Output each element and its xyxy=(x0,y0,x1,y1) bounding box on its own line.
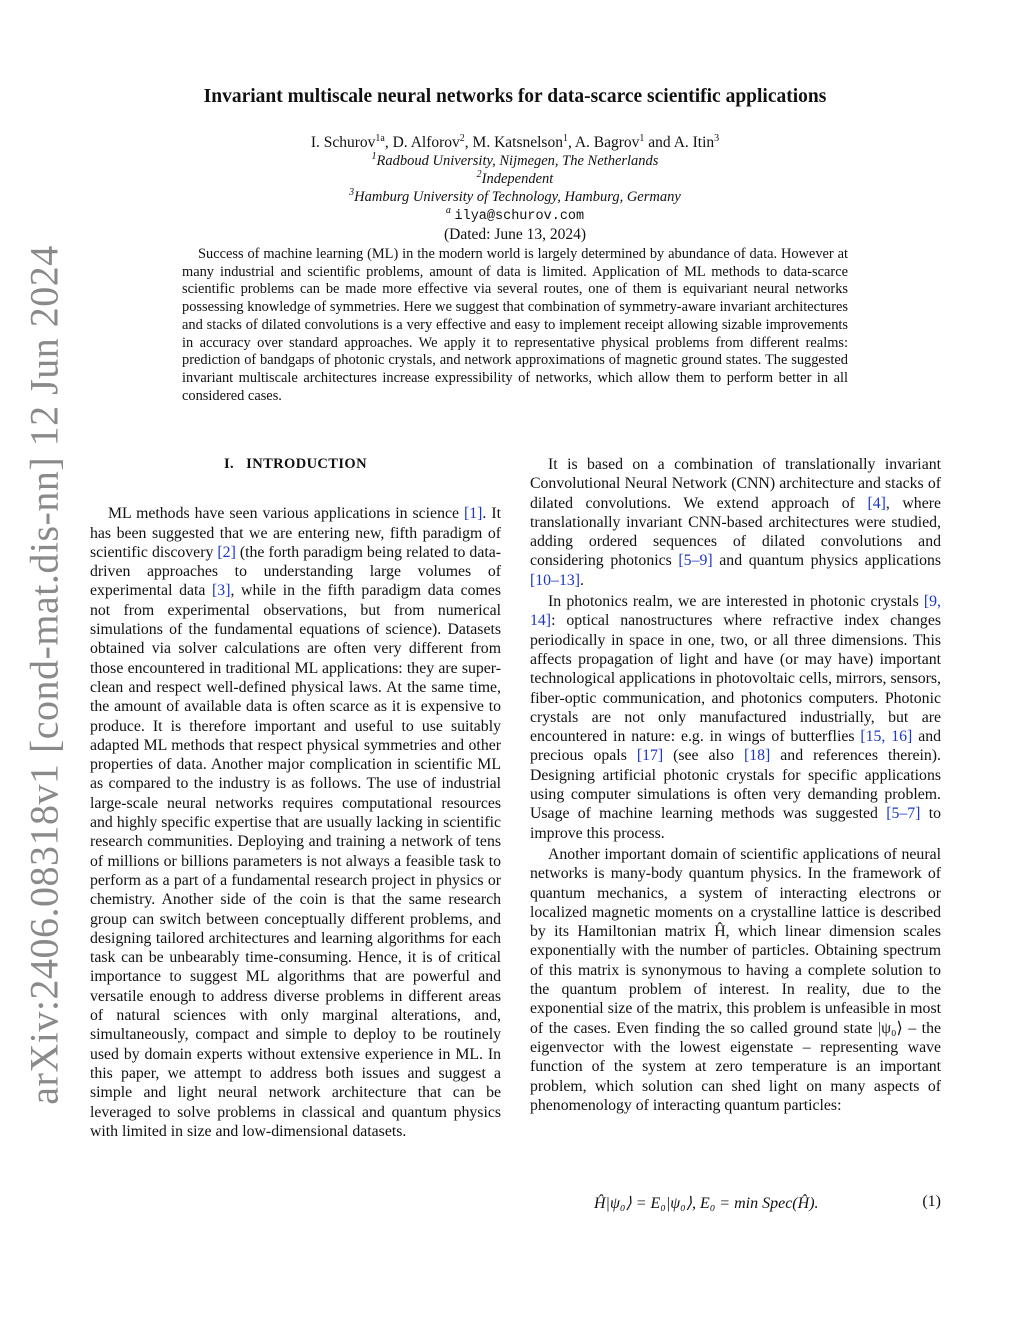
arxiv-stamp-text: arXiv:2406.08318v1 [cond-mat.dis-nn] 12 Jun 2024 xyxy=(21,245,67,1105)
affiliation: $^3$Hamburg University of Technology, Hamburg, Germany xyxy=(349,187,681,205)
abstract: Success of machine learning (ML) in the modern world is largely determined by abundance of data. However at many industrial and scientific problems, amount of data is limited. Application of ML methods to data-scarce scientific problems can be made more effective via several routes, one of them is equivariant neural networks possessing knowledge of symmetries. Here we suggest that combination of symmetry-aware invariant architectures and stacks of dilated convolutions is a very effective and easy to implement receipt allowing sizable improvements in accuracy over standard approaches. We apply it to representative physical problems from different realms: prediction of bandgaps of photonic crystals, and network approximations of magnetic ground states. The suggested invariant multiscale architectures increase expressibility of networks, which allow them to perform better in all considered cases. xyxy=(182,246,848,404)
author-name: I. Schurov xyxy=(310,134,376,151)
equation-1 xyxy=(530,1193,941,1217)
paper-title: Invariant multiscale neural networks for data-scarce scientific applications xyxy=(203,86,827,107)
date-line: (Dated: June 13, 2024) xyxy=(443,226,587,243)
section-heading: I. INTRODUCTION xyxy=(224,456,367,472)
citation-link[interactable]: [3] xyxy=(212,582,231,600)
citation-link[interactable]: [5–7] xyxy=(886,805,921,823)
citation-link[interactable]: [2] xyxy=(217,543,236,561)
right-column xyxy=(530,455,941,1115)
author-list xyxy=(120,134,910,152)
paragraph: Another important domain of scientific applications of neural networks is many-body quantum physics. In the framework of quantum mechanics, a system of interacting electrons or localized magnetic moments on a crystalline lattice is described by its Hamiltonian matrix Ĥ, which linear dimension scales exponentially with the number of particles. Obtaining spectrum of this matrix is synonymous to having a complete solution to the quantum problem of interest. In reality, due to the exponential size of the matrix, this problem is unfeasible in most of the cases. Even finding the so called ground state |ψ₀⟩ – the eigenvector with the lowest eigenstate – representing wave function of the system at zero temperature is an important problem, which solution can shed light on many aspects of phenomenology of interacting quantum particles: xyxy=(530,845,941,1114)
left-column xyxy=(90,455,501,1141)
arxiv-stamp xyxy=(12,245,76,1105)
contact-email: $^a$ ilya@schurov.com xyxy=(445,205,585,224)
paper-header xyxy=(120,86,910,244)
author-affil-mark: 2 xyxy=(459,132,465,144)
citation-link[interactable]: [9, 14] xyxy=(530,593,941,630)
author-name: , A. Bagrov xyxy=(567,134,640,151)
author-name: , D. Alforov xyxy=(384,134,460,151)
affiliation: $^1$Radboud University, Nijmegen, The Netherlands xyxy=(371,151,659,169)
citation-link[interactable]: [4] xyxy=(867,494,886,512)
author-affil-mark: 1 xyxy=(562,132,568,144)
affiliation: $^2$Independent xyxy=(476,169,554,187)
paragraph: ML methods have seen various applications in science [1]. It has been suggested that we are entering new, fifth paradigm of scientific discovery [2] (the forth paradigm being related to data-driven approaches to understanding large volumes of experimental data [3], while in the fifth paradigm data comes not from experimental observations, but from numerical simulations of the fundamental equations of science). Datasets obtained via solver calculations are often very different from those encountered in traditional ML applications: they are super-clean and respect well-defined physical laws. At the same time, the amount of available data is often scarce as it is expensive to produce. It is therefore important and useful to use suitably adapted ML methods that respect physical symmetries and other properties of data. Another major complication in scientific ML as compared to the industry is as follows. The use of industrial large-scale neural networks requires computational resources and highly specific expertise that are usually lacking in scientific research communities. Deploying and training a network of tens of millions or billions parameters is not always a feasible task to perform as a part of a fundamental research project in physics or chemistry. Another side of the coin is that the same research group can switch between conceptually different problems, and designing tailored architectures and learning algorithms for each task can be unbearably time-consuming. Hence, it is of critical importance to suggest ML algorithms that are powerful and versatile enough to address diverse problems in different areas of natural sciences with only marginal alterations, and, simultaneously, compact and simple to deploy to be routinely used by domain experts without extensive experience in ML. In this paper, we attempt to address both issues and suggest a simple and light neural network architecture that can be leveraged to solve problems in classical and quantum physics with limited in size and low-dimensional datasets. xyxy=(90,505,501,1140)
paragraph: It is based on a combination of translationally invariant Convolutional Neural Network (CNN) architecture and stacks of dilated convolutions. We extend approach of [4], where translationally invariant CNN-based architectures were studied, adding ordered sequences of dilated convolutions and considering photonics [5–9] and quantum physics applications [10–13]. xyxy=(530,456,942,589)
citation-link[interactable]: [1] xyxy=(463,505,483,523)
author-name: , M. Katsnelson xyxy=(464,134,563,151)
author-affil-mark: 3 xyxy=(714,132,720,144)
author-affil-mark: 1 xyxy=(639,132,645,144)
paragraph: In photonics realm, we are interested in photonic crystals [9, 14]: optical nanostructures where refractive index changes periodically in space in one, two, or all three dimensions. This affects propagation of light and have (or may have) important technological applications in photovoltaic cells, mirrors, sensors, fiber-optic communication, and photonics computers. Photonic crystals are not only manufactured industrially, but are encountered in nature: e.g. in wings of butterflies [15, 16] and precious opals [17] (see also [18] and references therein). Designing artificial photonic crystals for specific applications using computer simulations is often very demanding problem. Usage of machine learning methods was suggested [5–7] to improve this process. xyxy=(530,593,942,842)
author-affil-mark: 1a xyxy=(375,132,385,144)
citation-link[interactable]: [10–13] xyxy=(530,571,581,589)
citation-link[interactable]: [15, 16] xyxy=(860,728,913,746)
citation-link[interactable]: [17] xyxy=(636,747,664,765)
citation-link[interactable]: [18] xyxy=(743,747,771,765)
equation-number: (1) xyxy=(922,1193,941,1210)
equation-body: Ĥ|ψ₀⟩ = E₀|ψ₀⟩, E₀ = min Spec(Ĥ). xyxy=(594,1195,819,1212)
citation-link[interactable]: [5–9] xyxy=(678,552,713,570)
author-name: and A. Itin xyxy=(644,134,715,151)
